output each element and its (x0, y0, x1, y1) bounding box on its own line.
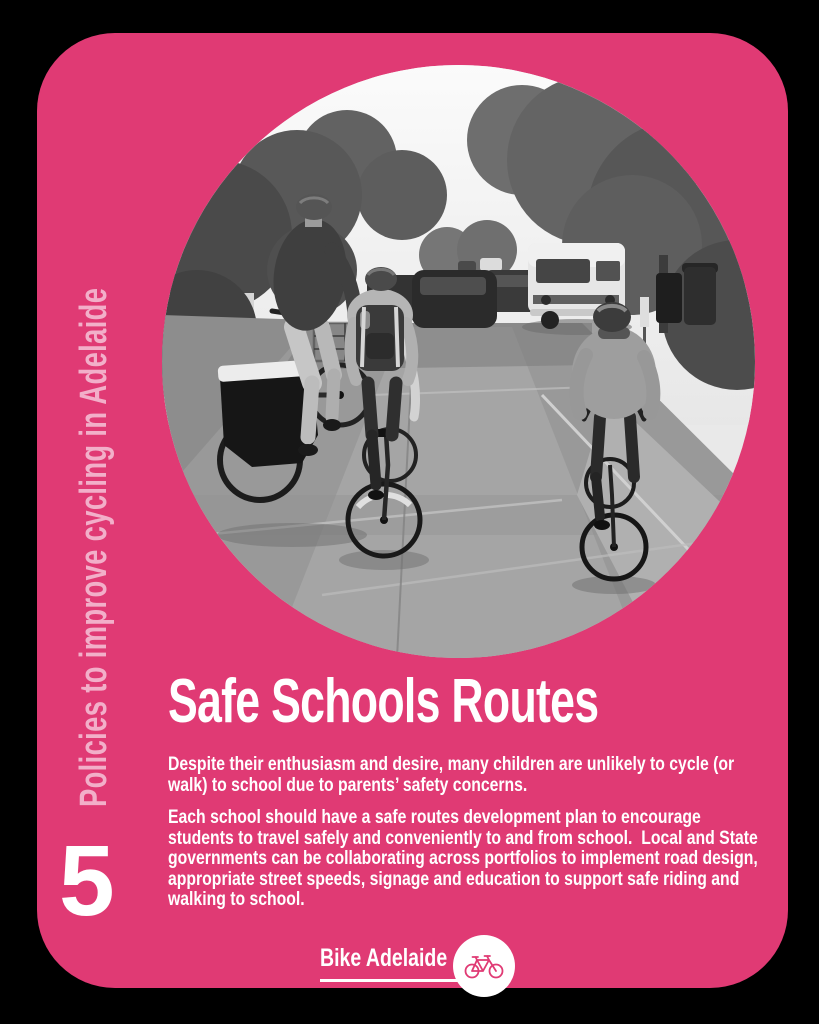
content-block (168, 667, 780, 923)
street-scene-illustration (162, 65, 755, 658)
policy-card (37, 33, 788, 988)
paragraph-1: Despite their enthusiasm and desire, many children are unlikely to cycle (or walk) to school due to parents’ safety concerns. (168, 754, 739, 796)
brand-logo-circle (453, 935, 515, 997)
bicycle-icon (464, 953, 504, 979)
paragraph-2: Each school should have a safe routes development plan to encourage students to travel safely and conveniently to and from school. Local and State governments can be collaborating across portfolios to implement road design, appropriate street speeds, signage and education to support safe riding and walking to school. (168, 807, 763, 910)
side-label-vertical-text: Policies to improve cycling in Adelaide (73, 287, 115, 807)
page-number: 5 (59, 825, 115, 937)
brand-name: Bike Adelaide (320, 945, 478, 982)
cycling-street-photo (162, 65, 755, 658)
body-text (168, 755, 771, 911)
page-title: Safe Schools Routes (168, 667, 599, 736)
